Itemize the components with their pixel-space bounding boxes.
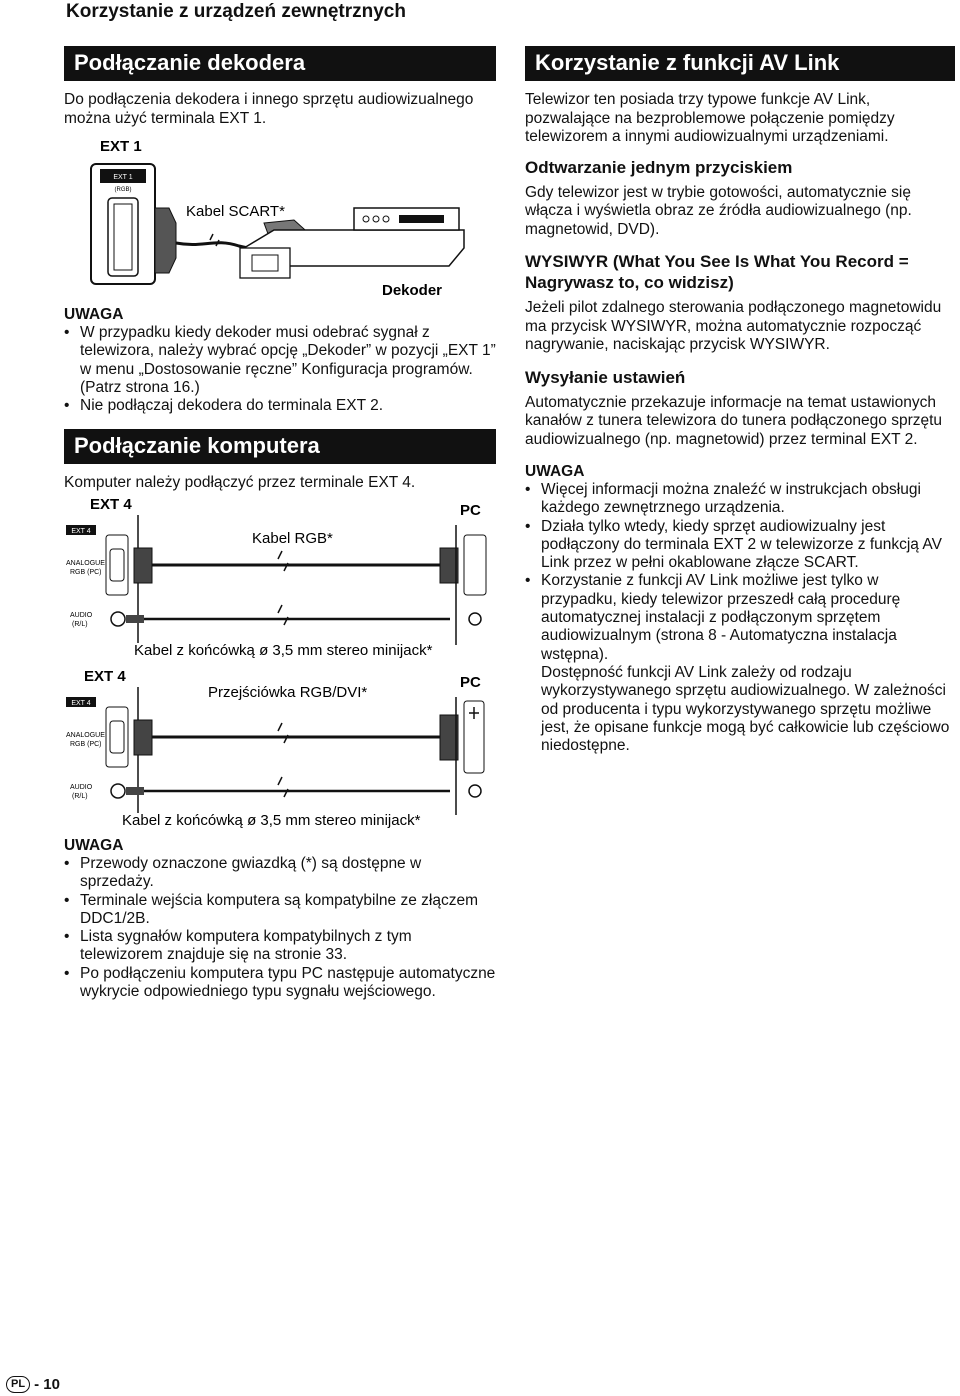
avlink-notes: [525, 481, 955, 664]
rgb-pc-label: RGB (PC): [70, 568, 102, 576]
cable-break-mark: [278, 723, 288, 743]
scart-cable-label: Kabel SCART*: [186, 203, 285, 220]
minijack-plug-left: [126, 787, 144, 795]
computer-note-title: UWAGA: [64, 836, 124, 854]
scart-socket: [108, 198, 138, 276]
decoder-intro: Do podłączenia dekodera i innego sprzętu audiowizualnego można użyć terminala EXT 1.: [64, 91, 474, 127]
ext4-label: EXT 4: [90, 495, 132, 513]
avlink-section-title: Korzystanie z funkcji AV Link: [525, 46, 955, 81]
computer-notes: [64, 855, 496, 1001]
page-header: Korzystanie z urządzeń zewnętrznych: [66, 1, 406, 22]
avlink-subheading: Odtwarzanie jednym przyciskiem: [525, 157, 793, 177]
ext4-port-label: EXT 4: [71, 527, 91, 535]
computer-note-item: • Po podłączeniu komputera typu PC następuje automatyczne wykrycie odpowiedniego typu sygnału wejściowego.: [64, 965, 496, 1002]
ext1-port-label: EXT 1: [113, 174, 133, 181]
avlink-subtext: Jeżeli pilot zdalnego sterowania podłączonego magnetowidu ma przycisk WYSIWYR, można automatycznie rozpocząć nagrywanie, naciskając przycisk WYSIWYR.: [525, 299, 942, 353]
rgb-cable-label: Kabel RGB*: [252, 529, 333, 547]
avlink-subtext: Gdy telewizor jest w trybie gotowości, automatycznie się włącza i wyświetla obraz ze źródła audiowizualnego (np. magnetowid, DVD).: [525, 183, 912, 238]
cable-break-mark: [278, 551, 288, 571]
minijack-plug-left: [126, 615, 144, 623]
pc-label: PC: [460, 673, 481, 691]
scart-plug-left: [155, 208, 176, 273]
decoder-note-item: • W przypadku kiedy dekoder musi odebrać sygnał z telewizora, należy wybrać opcję „Dekoder” w pozycji „EXT 1” w menu „Dostosowanie ręczne” Konfiguracja programów. (Patrz strona 16.): [64, 324, 496, 397]
analogue-label: ANALOGUE: [66, 731, 105, 739]
decoder-label: Dekoder: [382, 282, 443, 298]
vga-socket-pc: [464, 535, 486, 595]
vga-plug-left: [134, 720, 152, 755]
dvi-adapter-label: Przejściówka RGB/DVI*: [208, 683, 368, 701]
pc-label: PC: [460, 501, 481, 519]
computer-note-item: • Lista sygnałów komputera kompatybilnych z tym telewizorem znajduje się na stronie 33.: [64, 928, 496, 965]
left-column: [64, 46, 496, 1001]
computer-note-item: • Przewody oznaczone gwiazdką (*) są dostępne w sprzedaży.: [64, 855, 496, 892]
vga-socket-pins: [110, 721, 124, 753]
decoder-display: [399, 215, 444, 223]
decoder-diagram: [64, 128, 496, 298]
avlink-note-item: • Korzystanie z funkcji AV Link możliwe jest tylko w przypadku, kiedy telewizor przeszedł całą procedurę automatycznej instalacji z podłączonym sprzętem audiowizualnym (strona 8 - Automatyczna instalacja wstępna).: [525, 572, 955, 663]
audio-jack-pc: [469, 613, 481, 625]
audio-jack-tv: [111, 612, 125, 626]
pc-dvi-diagram: [64, 663, 496, 831]
avlink-note-title: UWAGA: [525, 463, 585, 480]
decoder-note-item: • Nie podłączaj dekodera do terminala EXT 2.: [64, 397, 496, 415]
rl-label: (R/L): [72, 620, 88, 628]
minijack-label: Kabel z końcówką ø 3,5 mm stereo minijack*: [122, 811, 421, 829]
pc-rgb-diagram: [64, 493, 496, 663]
vga-plug-left: [134, 548, 152, 583]
ext1-label: EXT 1: [100, 138, 142, 155]
avlink-subheading: WYSIWYR (What You See Is What You Record = Nagrywasz to, co widzisz): [525, 252, 909, 292]
audio-label: AUDIO: [70, 611, 93, 619]
ext1-port-sub: (RGB): [114, 187, 132, 193]
cable-break-mark: [278, 605, 288, 625]
computer-note-item: • Terminale wejścia komputera są kompatybilne ze złączem DDC1/2B.: [64, 892, 496, 929]
ext4-label: EXT 4: [84, 667, 126, 685]
ext4-port-label: EXT 4: [71, 699, 91, 707]
audio-jack-pc: [469, 785, 481, 797]
decoder-scart-socket: [252, 255, 278, 271]
vga-socket-pins: [110, 549, 124, 581]
page-footer: [6, 1376, 60, 1393]
language-badge: PL: [6, 1376, 30, 1393]
rgb-pc-label: RGB (PC): [70, 740, 102, 748]
cable-break-mark: [278, 777, 288, 797]
computer-intro: Komputer należy podłączyć przez terminale EXT 4.: [64, 474, 416, 492]
rl-label: (R/L): [72, 792, 88, 800]
decoder-notes: [64, 324, 496, 415]
decoder-section-title: Podłączanie dekodera: [64, 46, 496, 81]
avlink-extra-note: Dostępność funkcji AV Link zależy od rodzaju wykorzystywanego sprzętu audiowizualnego. W zależności od producenta i typu wykorzystywanego sprzętu możliwe jest, że opisane funkcje mogą być całkowicie lub częściowo niedostępne.: [541, 663, 950, 755]
audio-jack-tv: [111, 784, 125, 798]
avlink-note-item: • Więcej informacji można znaleźć w instrukcjach obsługi każdego zewnętrznego urządzenia.: [525, 481, 955, 518]
avlink-subtext: Automatycznie przekazuje informacje na temat ustawionych kanałów z tunera telewizora do tunera podłączonego sprzętu audiowizualnego (np. magnetowid) przez terminal EXT 2.: [525, 393, 943, 448]
page-number: - 10: [34, 1376, 60, 1393]
decoder-note-title: UWAGA: [64, 306, 124, 323]
audio-label: AUDIO: [70, 783, 93, 791]
avlink-intro: Telewizor ten posiada trzy typowe funkcje AV Link, pozwalające na bezproblemowe połączenie pomiędzy telewizorem a innymi audiowizualnymi urządzeniami.: [525, 91, 895, 145]
right-column: [525, 46, 955, 755]
computer-section-title: Podłączanie komputera: [64, 429, 496, 464]
avlink-note-item: • Działa tylko wtedy, kiedy sprzęt audiowizualny jest podłączony do terminala EXT 2 w telewizorze z funkcją AV Link przez w pełni okablowane złącze SCART.: [525, 518, 955, 573]
minijack-label: Kabel z końcówką ø 3,5 mm stereo minijack*: [134, 641, 433, 659]
analogue-label: ANALOGUE: [66, 559, 105, 567]
avlink-subheading: Wysyłanie ustawień: [525, 367, 686, 387]
